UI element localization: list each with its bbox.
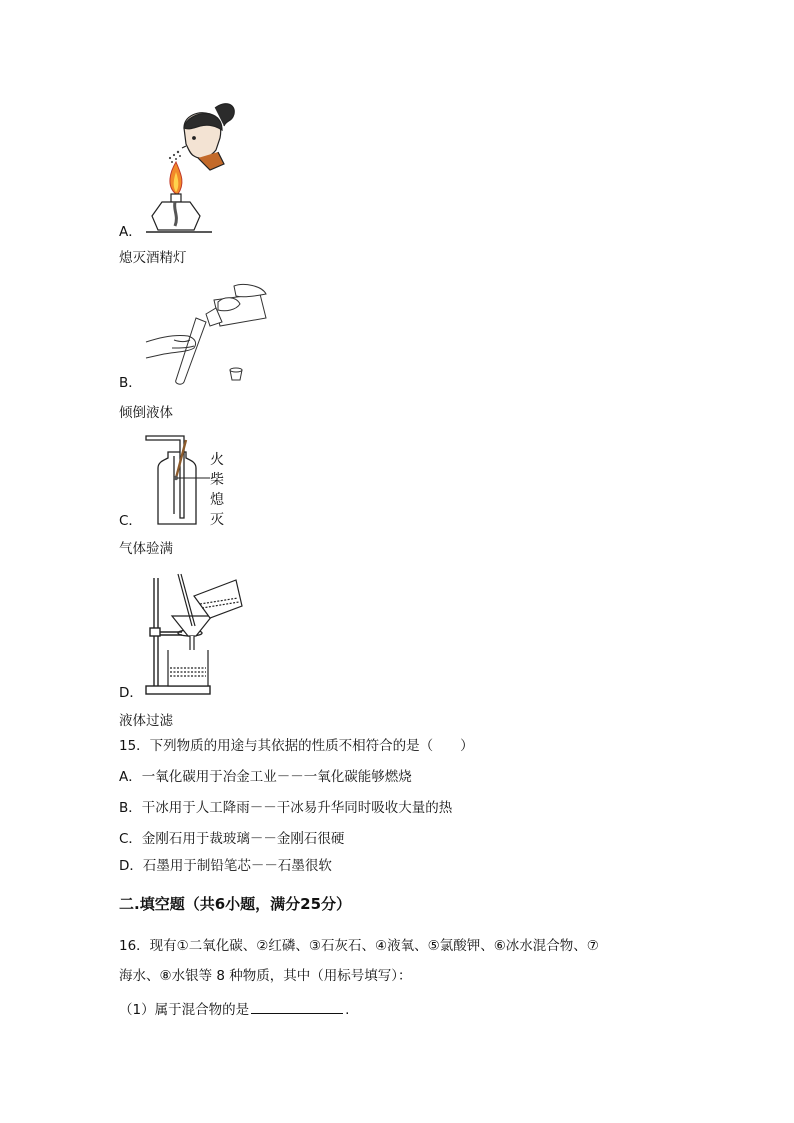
option-b-letter: B． [119, 375, 142, 391]
bottle-stopper [230, 368, 242, 380]
test-tube [176, 318, 206, 384]
option-b-caption: 倾倒液体 [119, 405, 173, 421]
label-char: 熄 [210, 492, 224, 508]
q15-stem: 15．下列物质的用途与其依据的性质不相符合的是（ ） [119, 738, 474, 754]
option-d-caption: 液体过滤 [119, 713, 173, 729]
label-char: 火 [210, 452, 224, 468]
section-2-title: 二.填空题（共6小题，满分25分） [119, 895, 352, 913]
figure-alcohol-lamp-blowing [140, 98, 240, 240]
q16-sub1-prefix: （1）属于混合物的是 [119, 1002, 250, 1018]
q16-sub1-suffix: . [345, 1002, 350, 1018]
q15-choice-b: B．干冰用于人工降雨－－干冰易升华同时吸收大量的热 [119, 800, 453, 816]
figure-gas-bottle [140, 430, 210, 530]
q15-choice-c: C．金刚石用于裁玻璃－－金刚石很硬 [119, 831, 345, 847]
alcohol-lamp [152, 194, 200, 230]
q16-sub1 [119, 999, 349, 1019]
flame [170, 162, 182, 194]
option-a-letter: A． [119, 224, 142, 240]
q15-choice-a: A．一氧化碳用于冶金工业－－一氧化碳能够燃烧 [119, 769, 412, 785]
option-c-caption: 气体验满 [119, 541, 173, 557]
q16-line2: 海水、⑧水银等 8 种物质，其中（用标号填写）： [119, 968, 412, 984]
person-head [182, 104, 234, 170]
receiving-beaker [168, 650, 208, 686]
figure-filtration [140, 572, 244, 700]
q15-choice-d: D．石墨用于制铅笔芯－－石墨很软 [119, 858, 332, 874]
label-char: 柴 [210, 472, 224, 488]
q16-line1: 16．现有①二氧化碳、②红磷、③石灰石、④液氧、⑤氯酸钾、⑥冰水混合物、⑦ [119, 938, 599, 954]
option-d-letter: D． [119, 685, 143, 701]
option-a-caption: 熄灭酒精灯 [119, 250, 187, 266]
reagent-bottle [206, 284, 266, 326]
answer-blank[interactable] [251, 999, 343, 1014]
option-c-letter: C． [119, 513, 142, 529]
breath-dots [169, 151, 181, 163]
figure-pouring-liquid [144, 282, 270, 388]
figure-c-label [208, 450, 226, 530]
gas-bottle [146, 436, 196, 524]
label-char: 灭 [210, 512, 224, 528]
pouring-beaker [194, 580, 242, 618]
